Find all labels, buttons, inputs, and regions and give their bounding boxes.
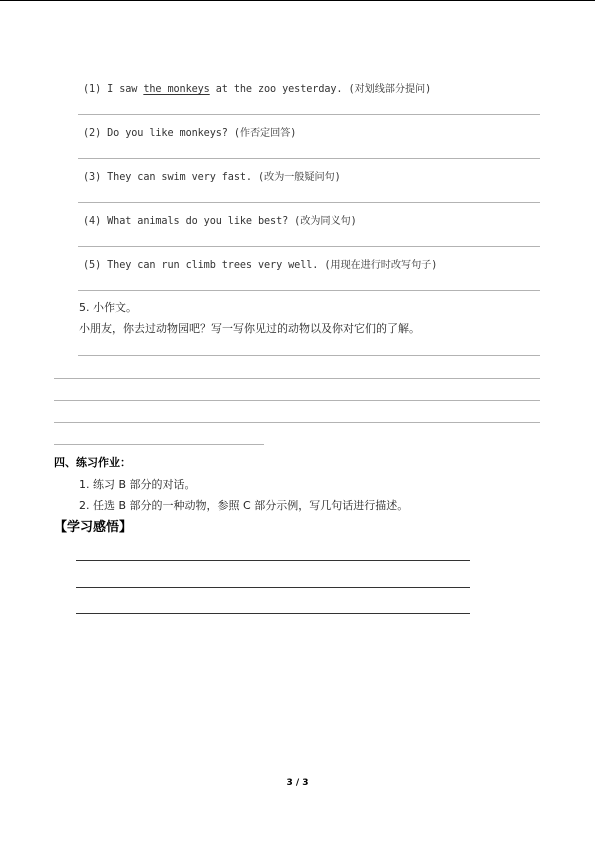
answer-line-1: [78, 114, 540, 115]
reflection-heading: 【学习感悟】: [54, 520, 133, 535]
composition-line-1: [78, 355, 540, 356]
answer-line-5: [78, 290, 540, 291]
reflection-line-2: [76, 587, 470, 588]
homework-item-1: 1. 练习 B 部分的对话。: [79, 478, 196, 491]
page-number: 3 / 3: [286, 778, 309, 788]
reflection-line-3: [76, 613, 470, 614]
question-5: (5) They can run climb trees very well. (用现在进行时改写句子): [83, 260, 438, 271]
composition-line-5: [54, 444, 264, 445]
answer-line-3: [78, 202, 540, 203]
page-top-border: [0, 0, 595, 1]
answer-line-4: [78, 246, 540, 247]
question-4: (4) What animals do you like best? (改为同义句): [83, 216, 357, 227]
composition-line-2: [54, 378, 540, 379]
question-1: [83, 80, 431, 95]
reflection-line-1: [76, 560, 470, 561]
composition-line-4: [54, 422, 540, 423]
answer-line-2: [78, 158, 540, 159]
question-2: (2) Do you like monkeys? (作否定回答): [83, 128, 297, 139]
homework-heading: 四、练习作业：: [54, 456, 131, 469]
homework-item-2: 2. 任选 B 部分的一种动物，参照 C 部分示例，写几句话进行描述。: [79, 499, 409, 512]
question-3: (3) They can swim very fast. (改为一般疑问句): [83, 172, 341, 183]
composition-prompt: 小朋友，你去过动物园吧？写一写你见过的动物以及你对它们的了解。: [79, 322, 420, 335]
question-1-underlined: the monkeys: [143, 84, 210, 95]
question-1-prefix: (1) I saw: [83, 84, 144, 95]
composition-title: 5. 小作文。: [79, 301, 137, 314]
composition-line-3: [54, 400, 540, 401]
question-1-suffix: at the zoo yesterday. (对划线部分提问): [209, 84, 432, 95]
